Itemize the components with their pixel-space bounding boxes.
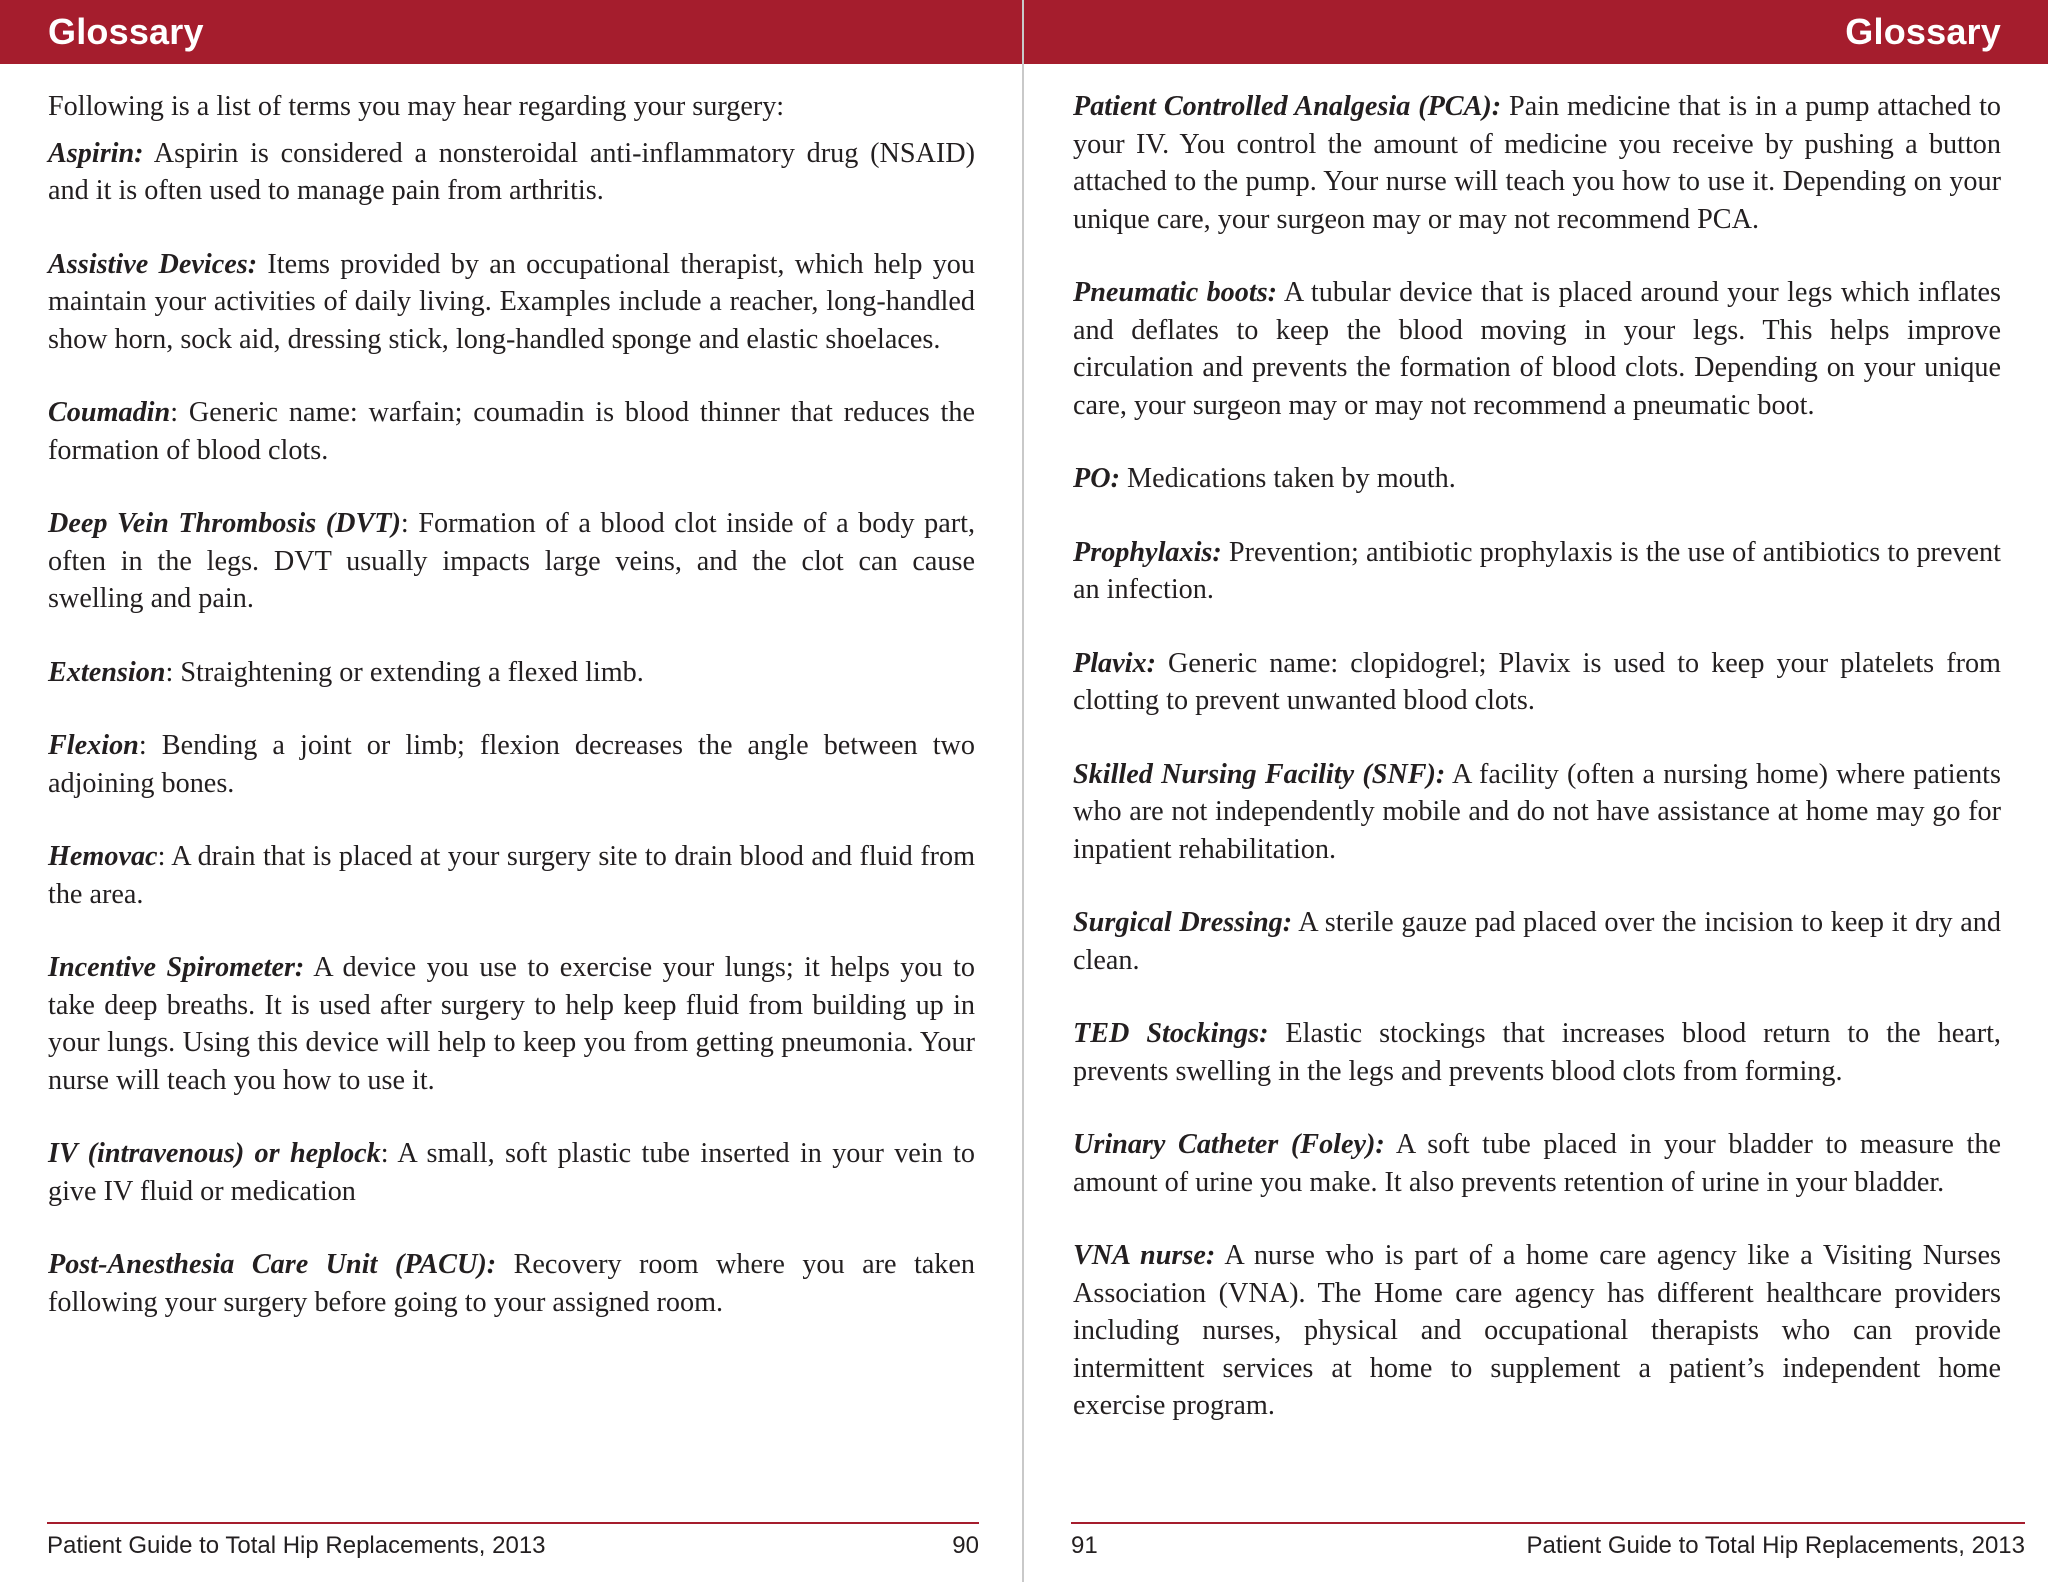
glossary-entry: [48, 949, 975, 1099]
glossary-definition: Elastic stockings that increases blood return to the heart, prevents swelling in the legs and prevents blood clots from forming.: [1073, 1018, 2001, 1087]
glossary-definition: A soft tube placed in your bladder to measure the amount of urine you make. It also prevents retention of urine in your bladder.: [1073, 1129, 2001, 1198]
glossary-definition: : Straightening or extending a flexed limb.: [165, 656, 644, 688]
glossary-definition: Pain medicine that is in a pump attached to your IV. You control the amount of medicine you receive by pushing a button attached to the pump. Your nurse will teach you how to use it. Depending on your unique care, your surgeon may or may not recommend PCA.: [1073, 91, 2002, 235]
glossary-definition: Recovery room where you are taken following your surgery before going to your assigned room.: [48, 1249, 975, 1318]
page-number: 90: [952, 1532, 979, 1559]
right-header-bar: [1024, 0, 2048, 64]
glossary-term: Deep Vein Thrombosis (DVT): [48, 508, 401, 539]
footer-title: Patient Guide to Total Hip Replacements, 2013: [47, 1532, 546, 1559]
glossary-definition: A sterile gauze pad placed over the incision to keep it dry and clean.: [1073, 907, 2001, 976]
glossary-entry: [1073, 904, 2001, 979]
glossary-definition: Items provided by an occupational therapist, which help you maintain your activities of daily living. Examples include a reacher, long-handled show horn, sock aid, dressing stick, long-handled sponge and elastic shoelaces.: [48, 248, 975, 355]
glossary-entry: [1073, 756, 2001, 869]
left-footer: [47, 1522, 979, 1562]
glossary-term: VNA nurse:: [1073, 1240, 1216, 1271]
glossary-term: IV (intravenous) or heplock: [48, 1138, 381, 1169]
glossary-definition: A tubular device that is placed around your legs which inflates and deflates to keep the blood moving in your legs. This helps improve circulation and prevents the formation of blood clots. Depending on your unique care, your surgeon may or may not recommend a pneumatic boot.: [1073, 277, 2001, 421]
glossary-definition: Prevention; antibiotic prophylaxis is the use of antibiotics to prevent an infection.: [1073, 536, 2001, 605]
glossary-term: Extension: [48, 656, 166, 688]
glossary-term: Prophylaxis:: [1073, 536, 1222, 568]
glossary-definition: : Generic name: warfain; coumadin is blood thinner that reduces the formation of blood clots.: [48, 397, 975, 466]
footer-title: Patient Guide to Total Hip Replacements, 2013: [1526, 1532, 2025, 1559]
glossary-entry: [48, 1135, 975, 1210]
right-header-title: Glossary: [1845, 11, 2001, 52]
glossary-definition: : Bending a joint or limb; flexion decreases the angle between two adjoining bones.: [48, 730, 975, 799]
glossary-term: Skilled Nursing Facility (SNF):: [1073, 758, 1446, 790]
glossary-entry: [1073, 460, 2001, 498]
glossary-entry: [1073, 274, 2001, 424]
glossary-term: Urinary Catheter (Foley):: [1073, 1129, 1385, 1160]
left-header-bar: [0, 0, 1022, 64]
left-header-title: Glossary: [48, 11, 204, 52]
glossary-entry: [48, 505, 975, 618]
glossary-term: Surgical Dressing:: [1073, 907, 1293, 938]
glossary-entry: [48, 1246, 975, 1321]
glossary-entry: [1073, 645, 2001, 720]
glossary-entry: [48, 727, 975, 802]
glossary-term: Plavix:: [1073, 647, 1156, 679]
glossary-term: PO:: [1073, 463, 1120, 494]
glossary-term: Hemovac: [48, 841, 158, 872]
glossary-entry: [1073, 88, 2001, 238]
glossary-definition: A nurse who is part of a home care agency like a Visiting Nurses Association (VNA). The Home care agency has different healthcare providers including nurses, physical and occupational therapists who can provide intermittent services at home to supplement a patient’s independent home exercise program.: [1073, 1240, 2002, 1421]
glossary-entry: [1073, 1015, 2001, 1090]
glossary-term: Patient Controlled Analgesia (PCA):: [1073, 91, 1502, 122]
glossary-entry: [48, 394, 975, 469]
glossary-entry: [1073, 1237, 2001, 1425]
glossary-term: Post-Anesthesia Care Unit (PACU):: [48, 1249, 497, 1280]
glossary-term: Assistive Devices:: [48, 248, 258, 280]
glossary-definition: : A drain that is placed at your surgery site to drain blood and fluid from the area.: [48, 841, 975, 910]
glossary-definition: Aspirin is considered a nonsteroidal anti-inflammatory drug (NSAID) and it is often used to manage pain from arthritis.: [48, 137, 975, 206]
glossary-term: Incentive Spirometer:: [48, 952, 305, 983]
glossary-term: Aspirin:: [48, 137, 144, 169]
glossary-entry: [1073, 1126, 2001, 1201]
glossary-entry: [1073, 534, 2001, 609]
glossary-entry: [48, 654, 975, 692]
glossary-definition: : Formation of a blood clot inside of a body part, often in the legs. DVT usually impacts large veins, and the clot can cause swelling and pain.: [48, 508, 976, 614]
glossary-definition: : A small, soft plastic tube inserted in your vein to give IV fluid or medication: [48, 1138, 976, 1207]
glossary-term: TED Stockings:: [1073, 1018, 1269, 1049]
right-page: [1024, 0, 2048, 1582]
glossary-entry: [48, 135, 975, 210]
right-footer: [1071, 1522, 2025, 1562]
glossary-term: Flexion: [48, 730, 139, 761]
glossary-entry: [48, 838, 975, 913]
right-glossary-body: [1073, 88, 2001, 1461]
glossary-definition: A device you use to exercise your lungs; it helps you to take deep breaths. It is used after surgery to help keep fluid from building up in your lungs. Using this device will help to keep you from getting pneumonia. Your nurse will teach you how to use it.: [48, 952, 975, 1096]
glossary-entry: [48, 246, 975, 359]
glossary-definition: Medications taken by mouth.: [1119, 463, 1456, 494]
left-glossary-body: [48, 88, 975, 1357]
glossary-definition: Generic name: clopidogrel; Plavix is used to keep your platelets from clotting to prevent unwanted blood clots.: [1073, 647, 2001, 716]
glossary-term: Pneumatic boots:: [1073, 277, 1278, 308]
page-number: 91: [1071, 1532, 1098, 1559]
glossary-intro: Following is a list of terms you may hear regarding your surgery:: [48, 91, 785, 122]
glossary-term: Coumadin: [48, 397, 171, 428]
glossary-definition: A facility (often a nursing home) where patients who are not independently mobile and do not have assistance at home may go for inpatient rehabilitation.: [1073, 758, 2001, 865]
